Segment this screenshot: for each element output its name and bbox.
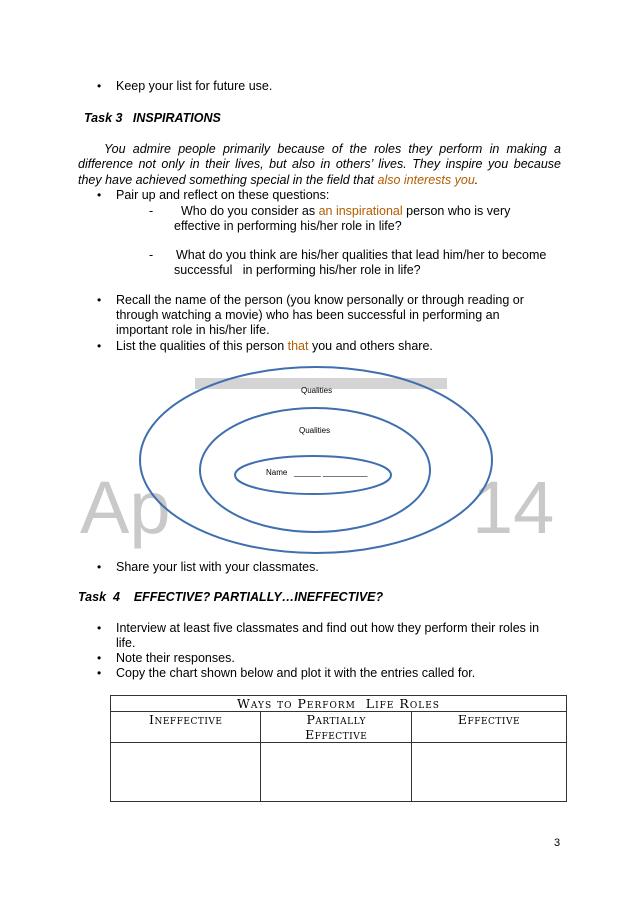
column-header-effective: Effective: [411, 712, 566, 743]
recall-line3: important role in his/her life.: [116, 323, 270, 337]
list-highlight: that: [287, 339, 309, 353]
column-header-partially-effective: [261, 712, 411, 743]
q1-text-end: person who is very: [402, 204, 511, 218]
middle-qualities-label: Qualities: [299, 426, 331, 435]
bullet-icon: •: [97, 188, 102, 202]
bullet-icon: •: [97, 293, 102, 307]
recall-line2: through watching a movie) who has been successful in performing an: [116, 308, 500, 322]
task4-heading: Task 4 EFFECTIVE? PARTIALLY…INEFFECTIVE?: [78, 590, 384, 604]
page-number: 3: [554, 837, 561, 849]
list-text: List the qualities of this person: [116, 339, 288, 353]
bullet-icon: •: [97, 666, 102, 680]
note-responses-text: Note their responses.: [116, 651, 235, 665]
ways-to-perform-table: [110, 695, 567, 802]
task3-intro-line2: difference not only in their lives, but also in others’ lives. They inspire you because: [78, 157, 561, 171]
question2-line2: successful in performing his/her role in life?: [174, 263, 421, 277]
recall-line1: Recall the name of the person (you know personally or through reading or: [116, 293, 524, 307]
outer-qualities-label: Qualities: [301, 386, 333, 395]
task3-intro-line1: You admire people primarily because of the roles they perform in making a: [104, 142, 561, 156]
intro-line3-end: .: [474, 173, 479, 187]
column-header-ineffective: Ineffective: [111, 712, 261, 743]
bullet-icon: •: [97, 621, 102, 635]
copy-chart-text: Copy the chart shown below and plot it with the entries called for.: [116, 666, 476, 680]
table-cell-effective: [411, 743, 566, 802]
name-label: Name ______ __________: [266, 468, 368, 477]
interview-line2: life.: [116, 636, 136, 650]
table-cell-partially-effective: [261, 743, 411, 802]
q1-highlight: an inspirational: [318, 204, 403, 218]
watermark-left: Ap: [80, 466, 171, 549]
keep-list-text: Keep your list for future use.: [116, 79, 273, 93]
pair-up-text: Pair up and reflect on these questions:: [116, 188, 330, 202]
task3-heading: Task 3 INSPIRATIONS: [84, 111, 221, 125]
share-text: Share your list with your classmates.: [116, 560, 319, 574]
bullet-icon: •: [97, 651, 102, 665]
list-text-end: you and others share.: [308, 339, 433, 353]
intro-line3-text: they have achieved something special in the field that: [78, 173, 378, 187]
question2-line1: What do you think are his/her qualities that lead him/her to become: [176, 248, 547, 262]
bullet-icon: •: [97, 79, 102, 93]
question1-line2: effective in performing his/her role in life?: [174, 219, 402, 233]
bullet-icon: •: [97, 339, 102, 353]
column-header-partially: Partially: [306, 712, 366, 727]
column-header-partially-line2: Effective: [305, 727, 368, 742]
bullet-icon: •: [97, 560, 102, 574]
dash-icon: -: [149, 204, 154, 218]
dash-icon: -: [149, 248, 154, 262]
q1-text: Who do you consider as: [181, 204, 319, 218]
table-cell-ineffective: [111, 743, 261, 802]
watermark-right: 14: [472, 466, 555, 549]
intro-line3-highlight: also interests you: [377, 173, 475, 187]
table-title: Ways to Perform Life Roles: [111, 696, 567, 712]
interview-line1: Interview at least five classmates and find out how they perform their roles in: [116, 621, 540, 635]
